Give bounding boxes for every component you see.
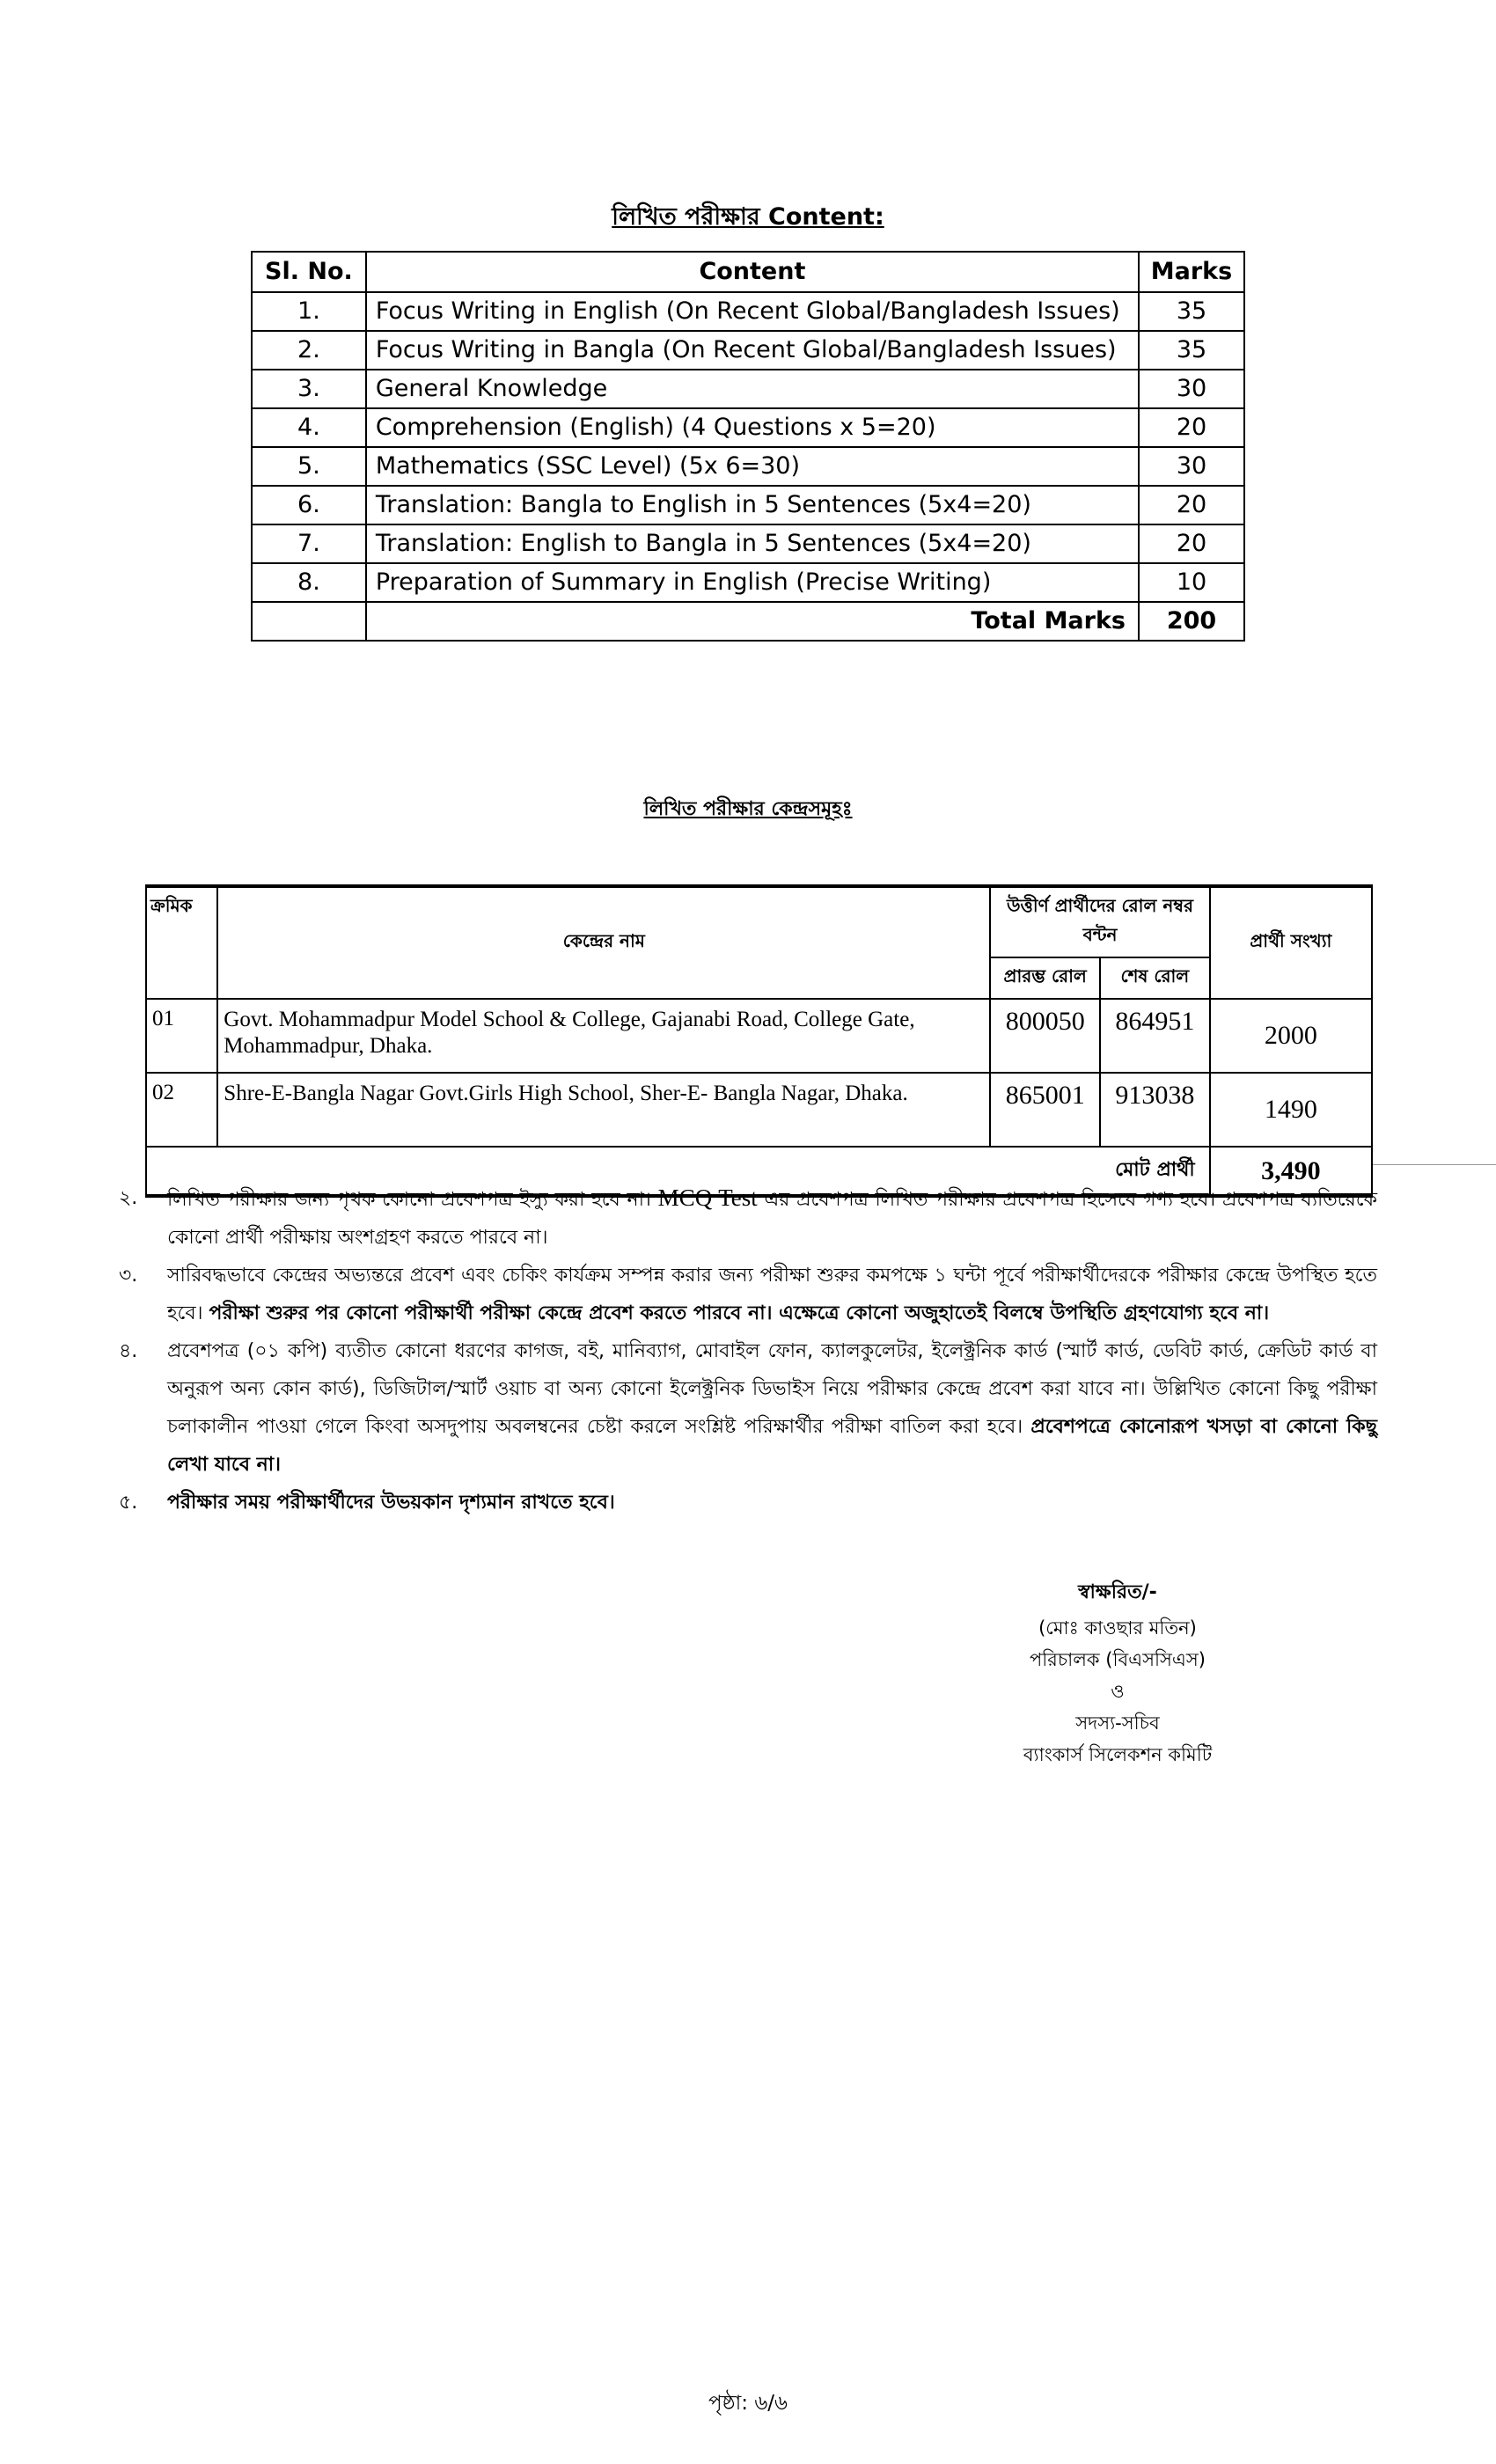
row-marks: 20 (1139, 408, 1244, 447)
row-sl: 6. (252, 486, 366, 524)
table-row (252, 486, 1244, 524)
signed-label: স্বাক্ষরিত/- (1078, 1581, 1157, 1603)
row-marks: 10 (1139, 563, 1244, 602)
divider-line (1373, 1164, 1496, 1165)
row-sl: 8. (252, 563, 366, 602)
row-marks: 20 (1139, 524, 1244, 563)
table-row (252, 331, 1244, 370)
instruction-number: ৩. (119, 1265, 138, 1287)
instruction-text-bold: পরীক্ষা শুরুর পর কোনো পরীক্ষার্থী পরীক্ষা কেন্দ্রে প্রবেশ করতে পারবে না। এক্ষেত্রে কোনো অজুহাতেই বিলম্বে উপস্থিতি গ্রহণযোগ্য হবে না। (209, 1302, 1270, 1324)
table-row (252, 524, 1244, 563)
total-candidates-value: 3,490 (1210, 1147, 1372, 1196)
row-content: Mathematics (SSC Level) (5x 6=30) (366, 447, 1139, 486)
row-marks: 20 (1139, 486, 1244, 524)
table-header-row (252, 252, 1244, 292)
table-row (146, 1073, 1372, 1147)
row-content: Translation: English to Bangla in 5 Sentences (5x4=20) (366, 524, 1139, 563)
instruction-text-bold: পরীক্ষার সময় পরীক্ষার্থীদের উভয়কান দৃশ্যমান রাখতে হবে। (167, 1492, 615, 1514)
table-header-row (146, 886, 1372, 957)
row-start-roll: 800050 (990, 999, 1100, 1073)
header-sl-no: Sl. No. (252, 252, 366, 292)
content-marks-table (251, 251, 1245, 642)
row-candidates: 2000 (1210, 999, 1372, 1073)
total-row (252, 602, 1244, 641)
table-row (252, 292, 1244, 331)
header-centre-name: কেন্দ্রের নাম (217, 886, 990, 999)
instruction-text-bold: প্রবেশপত্রে কোনোরূপ খসড়া বা কোনো কিছু লেখা যাবে না। (167, 1416, 1377, 1476)
instruction-item (119, 1257, 1377, 1332)
instruction-text-part: লিখিত পরীক্ষার জন্য পৃথক কোনো প্রবেশপত্র ইস্যু করা হবে না। (167, 1189, 651, 1211)
instruction-item (119, 1484, 1377, 1522)
row-content: Preparation of Summary in English (Precise Writing) (366, 563, 1139, 602)
row-centre-name: Govt. Mohammadpur Model School & College, Gajanabi Road, College Gate, Mohammadpur, Dhaka. (217, 999, 990, 1073)
row-marks: 35 (1139, 331, 1244, 370)
total-value: 200 (1139, 602, 1244, 641)
row-end-roll: 913038 (1100, 1073, 1210, 1147)
instruction-text-part: প্রবেশপত্র (০১ কপি) ব্যতীত কোনো ধরণের কাগজ, বই, মানিব্যাগ, মোবাইল ফোন, ক্যালকুলেটর, ইলেক্ট্রনিক কার্ড (স্মার্ট কার্ড, ডেবিট কার্ড, ক্রেডিট কার্ড বা অনুরূপ অন্য কোন কার্ড), ডিজিটাল/স্মার্ট ওয়াচ বা অন্য কোনো ইলেক্ট্রনিক ডিভাইস নিয়ে পরীক্ষার কেন্দ্রে প্রবেশ করা যাবে না। উল্লিখিত কোনো কিছু পরীক্ষা চলাকালীন পাওয়া গেলে কিংবা অসদুপায় অবলম্বনের চেষ্টা করলে সংশ্লিষ্ট পরিক্ষার্থীর পরীক্ষা বাতিল করা হবে। (167, 1340, 1377, 1438)
header-serial: ক্রমিক (146, 886, 217, 999)
row-content: Translation: Bangla to English in 5 Sentences (5x4=20) (366, 486, 1139, 524)
row-sl: 1. (252, 292, 366, 331)
centre-section-heading: লিখিত পরীক্ষার কেন্দ্রসমূহঃ (643, 798, 853, 820)
header-content: Content (366, 252, 1139, 292)
instruction-number: ২. (119, 1187, 138, 1209)
total-empty-cell (252, 602, 366, 641)
row-serial: 02 (146, 1073, 217, 1147)
row-candidates: 1490 (1210, 1073, 1372, 1147)
total-label: Total Marks (366, 602, 1139, 641)
row-marks: 35 (1139, 292, 1244, 331)
header-start-roll: প্রারম্ভ রোল (990, 957, 1100, 999)
instruction-text (167, 1179, 1377, 1257)
instruction-number: ৫. (119, 1492, 138, 1514)
header-end-roll: শেষ রোল (1100, 957, 1210, 999)
row-end-roll: 864951 (1100, 999, 1210, 1073)
table-row (252, 370, 1244, 408)
table-row (252, 408, 1244, 447)
row-sl: 4. (252, 408, 366, 447)
instruction-item (119, 1332, 1377, 1484)
page-number: পৃষ্ঠা: ৬/৬ (708, 2392, 788, 2415)
instruction-text (167, 1484, 1377, 1522)
signatory-role: সদস্য-সচিব (1075, 1712, 1160, 1734)
header-roll-group: উত্তীর্ণ প্রার্থীদের রোল নম্বর বন্টন (990, 886, 1209, 957)
exam-centre-table (145, 884, 1373, 1198)
row-centre-name: Shre-E-Bangla Nagar Govt.Girls High School, Sher-E- Bangla Nagar, Dhaka. (217, 1073, 990, 1147)
table-row (146, 999, 1372, 1073)
row-content: Focus Writing in Bangla (On Recent Global/Bangladesh Issues) (366, 331, 1139, 370)
instruction-text-part: এর প্রবেশপত্র লিখিত পরীক্ষার প্রবেশপত্র হিসেবে গণ্য হবে। প্রবেশপত্র ব্যতিরেকে কোনো প্রার্থী পরীক্ষায় অংশগ্রহণ করতে পারবে না। (167, 1189, 1377, 1249)
table-row (252, 447, 1244, 486)
row-sl: 2. (252, 331, 366, 370)
row-content: Comprehension (English) (4 Questions x 5=20) (366, 408, 1139, 447)
instruction-text-part: সারিবদ্ধভাবে কেন্দ্রের অভ্যন্তরে প্রবেশ এবং চেকিং কার্যক্রম সম্পন্ন করার জন্য পরীক্ষা শুরুর কমপক্ষে ১ ঘন্টা পূর্বে পরীক্ষার্থীদেরকে পরীক্ষার কেন্দ্রে উপস্থিত হতে হবে। (167, 1265, 1377, 1324)
instructions-list (119, 1179, 1377, 1522)
row-content: Focus Writing in English (On Recent Global/Bangladesh Issues) (366, 292, 1139, 331)
instruction-text-mcq: MCQ Test (657, 1184, 758, 1211)
row-start-roll: 865001 (990, 1073, 1100, 1147)
total-candidates-label: মোট প্রার্থী (146, 1147, 1210, 1196)
table-row (252, 563, 1244, 602)
content-section-heading: লিখিত পরীক্ষার Content: (612, 203, 884, 231)
row-sl: 5. (252, 447, 366, 486)
signatory-name: (মোঃ কাওছার মতিন) (1038, 1617, 1197, 1639)
signatory-conjunction: ও (1111, 1681, 1125, 1702)
row-sl: 7. (252, 524, 366, 563)
signature-block (950, 1577, 1285, 1771)
instruction-number: ৪. (119, 1340, 138, 1362)
instruction-text (167, 1332, 1377, 1484)
signatory-committee: ব্যাংকার্স সিলেকশন কমিটি (1023, 1744, 1213, 1765)
header-candidates: প্রার্থী সংখ্যা (1210, 886, 1372, 999)
signatory-designation: পরিচালক (বিএসসিএস) (1030, 1649, 1206, 1670)
row-serial: 01 (146, 999, 217, 1073)
instruction-item (119, 1179, 1377, 1257)
header-marks: Marks (1139, 252, 1244, 292)
row-sl: 3. (252, 370, 366, 408)
instruction-text (167, 1257, 1377, 1332)
row-marks: 30 (1139, 370, 1244, 408)
row-marks: 30 (1139, 447, 1244, 486)
row-content: General Knowledge (366, 370, 1139, 408)
